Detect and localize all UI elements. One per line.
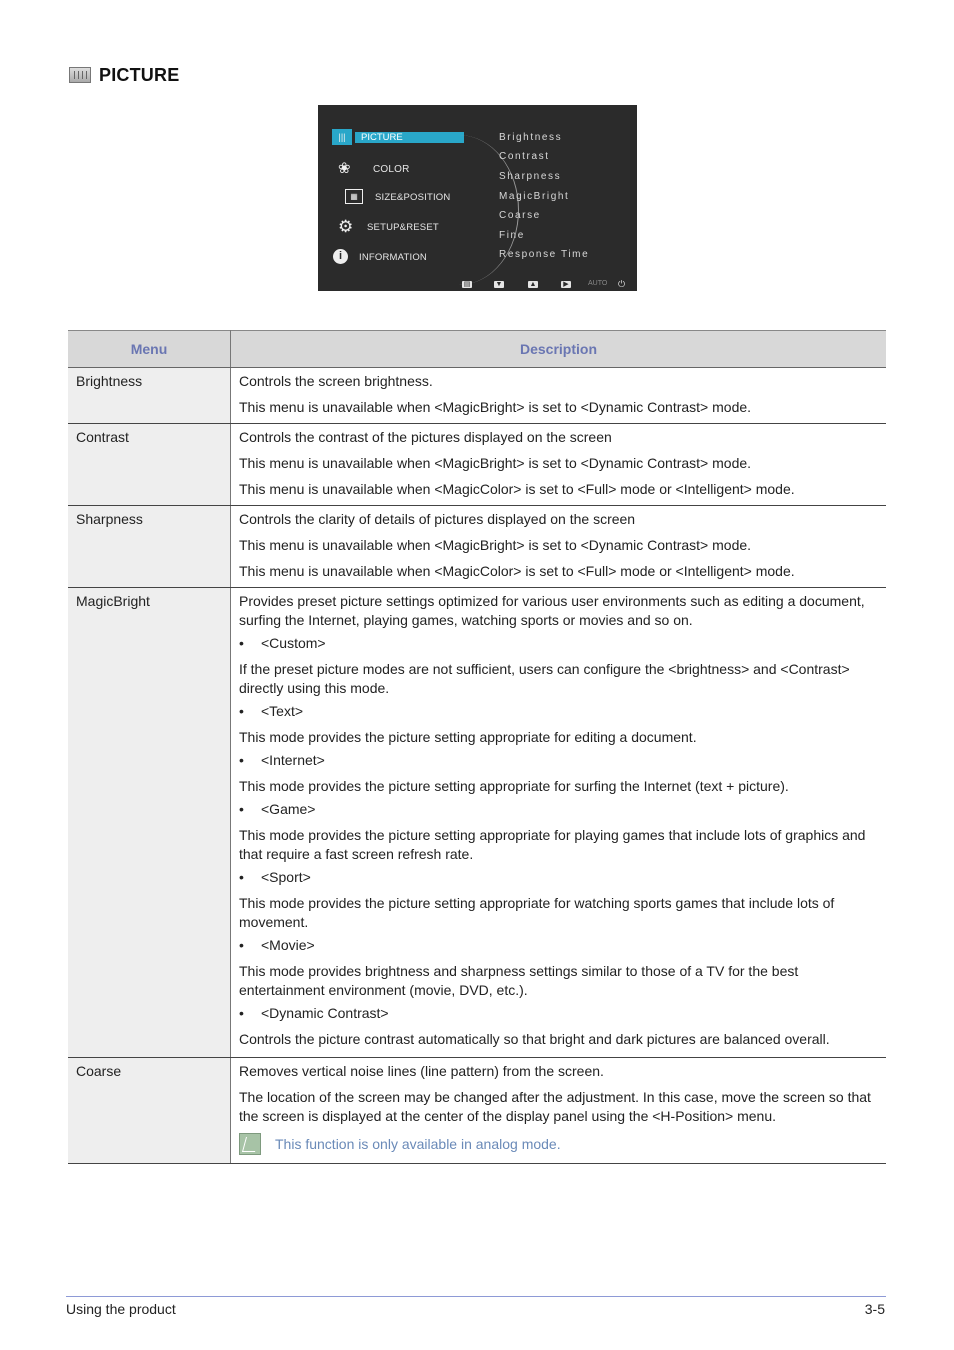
mode-bullet: • <Movie> <box>239 937 315 953</box>
table-header-row <box>68 331 886 368</box>
osd-submenu-item: MagicBright <box>499 191 570 202</box>
description-text: Controls the clarity of details of pictures displayed on the screen <box>239 511 636 527</box>
mode-description: This mode provides the picture setting appropriate for watching sports games that include lots of movement. <box>239 895 835 930</box>
description-text: Removes vertical noise lines (line pattern) from the screen. <box>239 1063 604 1079</box>
mode-name: <Movie> <box>261 937 315 953</box>
spec-table <box>68 330 886 1164</box>
mode-bullet: • <Custom> <box>239 635 326 651</box>
table-row <box>68 506 886 588</box>
mode-bullet: • <Dynamic Contrast> <box>239 1005 389 1021</box>
note-text: This function is only available in analog mode. <box>275 1135 561 1152</box>
right-arrow-icon: ▶ <box>561 281 571 288</box>
menu-cell: Sharpness <box>68 506 231 588</box>
gear-icon: ⚙ <box>338 217 354 236</box>
osd-submenu-item: Brightness <box>499 132 563 143</box>
section-title: PICTURE <box>99 64 180 85</box>
info-icon: i <box>333 249 348 264</box>
osd-submenu-item: Sharpness <box>499 171 562 182</box>
mode-description: Controls the picture contrast automatically so that bright and dark pictures are balanced overall. <box>239 1031 830 1047</box>
note-pencil-icon <box>239 1133 261 1155</box>
mode-description: If the preset picture modes are not sufficient, users can configure the <brightness> and <Contrast> directly using this mode. <box>239 661 850 696</box>
description-cell <box>231 424 887 506</box>
mode-name: <Dynamic Contrast> <box>261 1005 389 1021</box>
description-text: This menu is unavailable when <MagicBright> is set to <Dynamic Contrast> mode. <box>239 399 752 415</box>
description-text: Controls the screen brightness. <box>239 373 433 389</box>
table-row <box>68 424 886 506</box>
section-heading <box>69 63 179 87</box>
osd-submenu-item: Fine <box>499 230 525 241</box>
menu-button-icon: ▤ <box>463 281 471 288</box>
osd-selected-item <box>355 132 464 143</box>
picture-icon <box>69 67 91 83</box>
menu-cell: Contrast <box>68 424 231 506</box>
menu-cell: Brightness <box>68 368 231 424</box>
description-cell <box>231 1058 887 1164</box>
palette-icon: ❀ <box>338 160 351 177</box>
note-box <box>239 1133 878 1155</box>
description-text: This menu is unavailable when <MagicColor> is set to <Full> mode or <Intelligent> mode. <box>239 481 795 497</box>
mode-bullet: • <Sport> <box>239 869 311 885</box>
description-cell <box>231 506 887 588</box>
footer-section-name: Using the product <box>66 1301 176 1317</box>
description-text: This menu is unavailable when <MagicBright> is set to <Dynamic Contrast> mode. <box>239 537 752 553</box>
picture-icon: ||| <box>332 129 352 145</box>
footer-rule <box>66 1296 886 1297</box>
auto-button-label: AUTO <box>588 280 608 287</box>
mode-name: <Custom> <box>261 635 326 651</box>
description-text: Controls the contrast of the pictures displayed on the screen <box>239 429 612 445</box>
menu-cell: Coarse <box>68 1058 231 1164</box>
osd-menu-color: COLOR <box>373 164 410 175</box>
osd-menu-information: INFORMATION <box>359 252 427 263</box>
table-row <box>68 1058 886 1164</box>
description-text: This menu is unavailable when <MagicColor> is set to <Full> mode or <Intelligent> mode. <box>239 563 795 579</box>
menu-cell: MagicBright <box>68 588 231 1058</box>
mode-name: <Game> <box>261 801 316 817</box>
mode-bullet: • <Game> <box>239 801 316 817</box>
mode-bullet: • <Internet> <box>239 752 325 768</box>
up-arrow-icon: ▲ <box>529 281 537 288</box>
description-text: The location of the screen may be changed after the adjustment. In this case, move the screen so that the screen is displayed at the center of the display panel using the <H-Position> menu. <box>239 1089 871 1124</box>
mode-description: This mode provides the picture setting appropriate for playing games that include lots of graphics and that require a fast screen refresh rate. <box>239 827 866 862</box>
mode-description: This mode provides brightness and sharpness settings similar to those of a TV for the best entertainment environment (movie, DVD, etc.). <box>239 963 799 998</box>
size-position-icon: ▦ <box>345 189 363 204</box>
page-number: 3-5 <box>864 1301 885 1317</box>
osd-menu-label: PICTURE <box>361 132 403 143</box>
osd-submenu-item: Coarse <box>499 210 541 221</box>
table-row <box>68 368 886 424</box>
description-cell <box>231 588 887 1058</box>
mode-name: <Sport> <box>261 869 311 885</box>
mode-name: <Text> <box>261 703 304 719</box>
mode-description: This mode provides the picture setting appropriate for surfing the Internet (text + picture). <box>239 778 789 794</box>
description-column-header: Description <box>231 331 887 368</box>
mode-bullet: • <Text> <box>239 703 304 719</box>
mode-name: <Internet> <box>261 752 325 768</box>
mode-description: This mode provides the picture setting appropriate for editing a document. <box>239 729 697 745</box>
osd-menu-size-position: SIZE&POSITION <box>375 192 451 203</box>
description-cell <box>231 368 887 424</box>
down-arrow-icon: ▼ <box>495 281 503 288</box>
osd-submenu-item: Response Time <box>499 249 590 260</box>
description-text: Provides preset picture settings optimized for various user environments such as editing a document, surfing the Internet, playing games, watching sports or movies and so on. <box>239 593 865 628</box>
power-icon: ⏻ <box>618 279 626 289</box>
menu-column-header: Menu <box>68 331 231 368</box>
description-text: This menu is unavailable when <MagicBright> is set to <Dynamic Contrast> mode. <box>239 455 752 471</box>
table-row <box>68 588 886 1058</box>
osd-screenshot <box>318 105 637 291</box>
osd-submenu-item: Contrast <box>499 151 550 162</box>
osd-menu-setup-reset: SETUP&RESET <box>367 222 439 233</box>
